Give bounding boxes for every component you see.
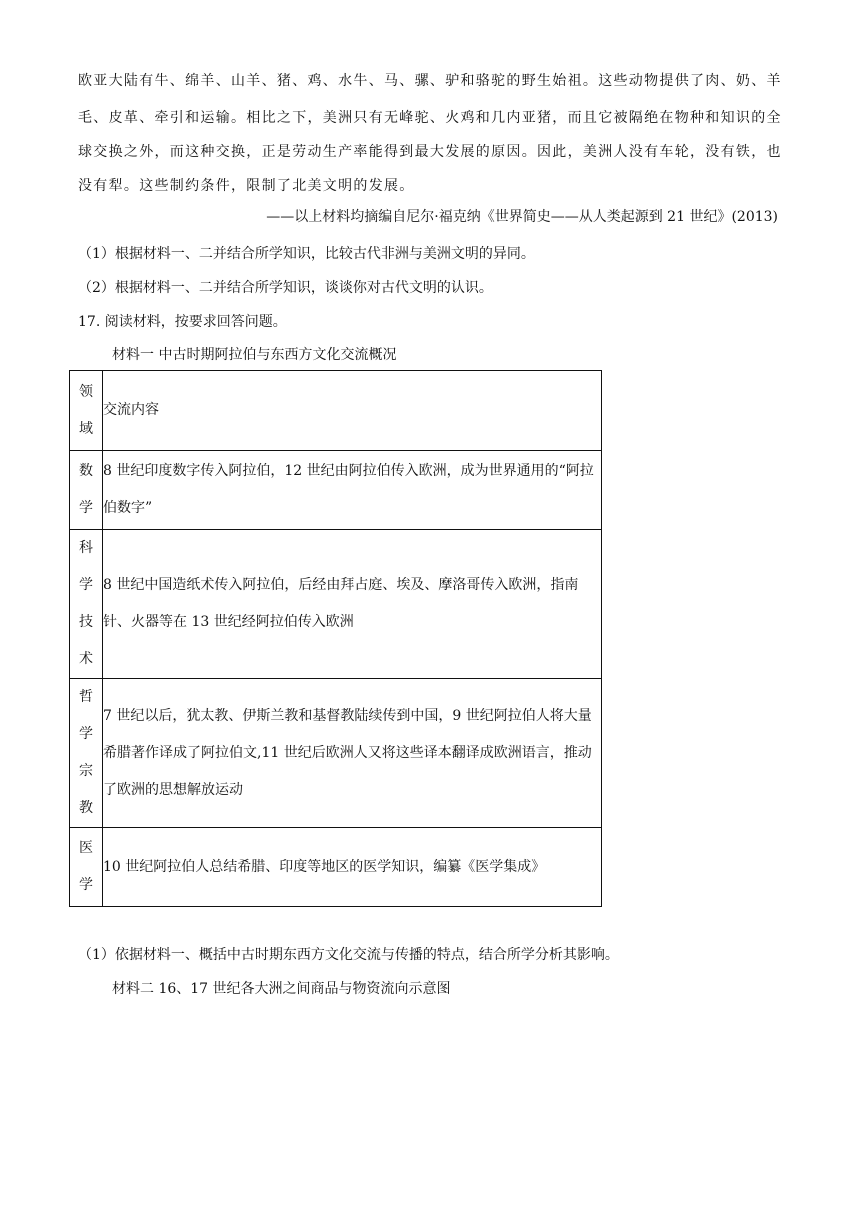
q17-subquestion-1: （1）依据材料一、概括中古时期东西方文化交流与传播的特点，结合所学分析其影响。 <box>78 947 619 963</box>
table-row-field: 数学 <box>70 451 103 530</box>
table-row <box>70 679 602 828</box>
material1-table <box>69 370 602 907</box>
q17-heading: 17. 阅读材料，按要求回答问题。 <box>78 314 287 330</box>
table-row-content: 7 世纪以后，犹太教、伊斯兰教和基督教陆续传到中国，9 世纪阿拉伯人将大量希腊著作译成了阿拉伯文,11 世纪后欧洲人又将这些译本翻译成欧洲语言，推动了欧洲的思想解放运动 <box>103 679 602 828</box>
passage-line-2: 毛、皮革、牵引和运输。相比之下，美洲只有无峰驼、火鸡和几内亚猪，而且它被隔绝在物种和知识的全 <box>78 110 782 126</box>
q16-subquestion-2: （2）根据材料一、二并结合所学知识，谈谈你对古代文明的认识。 <box>78 280 493 296</box>
table-row <box>70 530 602 679</box>
table-row-content: 8 世纪中国造纸术传入阿拉伯，后经由拜占庭、埃及、摩洛哥传入欧洲，指南针、火器等在 13 世纪经阿拉伯传入欧洲 <box>103 530 602 679</box>
table-row-content: 10 世纪阿拉伯人总结希腊、印度等地区的医学知识，编纂《医学集成》 <box>103 828 602 907</box>
source-citation: ——以上材料均摘编自尼尔·福克纳《世界简史——从人类起源到 21 世纪》(2013) <box>266 209 778 225</box>
table-header-row <box>70 371 602 451</box>
passage-line-4: 没有犁。这些制约条件，限制了北美文明的发展。 <box>78 178 415 194</box>
table-row-field: 医学 <box>70 828 103 907</box>
table-row-field: 哲学宗教 <box>70 679 103 828</box>
table-row-content: 8 世纪印度数字传入阿拉伯，12 世纪由阿拉伯传入欧洲，成为世界通用的“阿拉伯数字” <box>103 451 602 530</box>
material2-caption: 材料二 16、17 世纪各大洲之间商品与物资流向示意图 <box>112 981 451 997</box>
passage-line-1: 欧亚大陆有牛、绵羊、山羊、猪、鸡、水牛、马、骡、驴和骆驼的野生始祖。这些动物提供了肉、奶、羊 <box>78 73 782 89</box>
passage-line-3: 球交换之外，而这种交换，正是劳动生产率能得到最大发展的原因。因此，美洲人没有车轮，没有铁，也 <box>78 144 782 160</box>
table-header-field: 领域 <box>70 371 103 451</box>
table-row-field: 科学技术 <box>70 530 103 679</box>
table-row <box>70 451 602 530</box>
table-row <box>70 828 602 907</box>
table-header-content: 交流内容 <box>103 371 602 451</box>
q16-subquestion-1: （1）根据材料一、二并结合所学知识，比较古代非洲与美洲文明的异同。 <box>78 246 535 262</box>
material1-caption: 材料一 中古时期阿拉伯与东西方文化交流概况 <box>112 347 397 363</box>
